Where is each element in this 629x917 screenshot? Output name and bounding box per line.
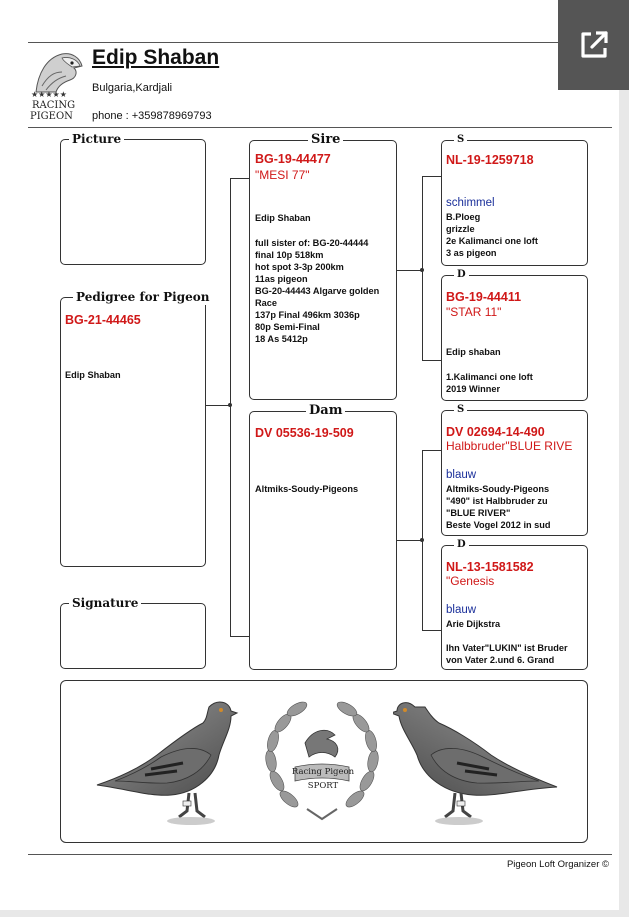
badge-text-line1: Racing Pigeon (291, 767, 355, 777)
header-bottom-rule (28, 127, 612, 128)
footer-rule (28, 854, 612, 855)
connector (230, 636, 249, 637)
connector (230, 178, 231, 636)
sire-sire-ring: NL-19-1259718 (446, 153, 534, 167)
footer-credit: Pigeon Loft Organizer © (506, 859, 609, 870)
sire-ring: BG-19-44477 (255, 152, 331, 166)
picture-box[interactable] (60, 132, 206, 265)
laurel-badge-icon (257, 691, 387, 831)
open-external-button[interactable] (558, 0, 629, 90)
pigeon-ring: BG-21-44465 (65, 313, 141, 327)
sire-owner: Edip Shaban (255, 213, 311, 223)
connector (422, 360, 441, 361)
racing-pigeon-logo (28, 46, 86, 124)
dam-sire-box (441, 404, 588, 536)
dam-sire-ring: DV 02694-14-490 (446, 425, 545, 439)
pigeon-legend: Pedigree for Pigeon (73, 289, 212, 305)
sire-dam-name: "STAR 11" (446, 305, 502, 319)
sire-sire-notes: B.Ploeg grizzle 2e Kalimanci one loft 3 as pigeon (446, 212, 538, 258)
sire-dam-legend: D (454, 267, 469, 283)
dam-dam-owner: Arie Dijkstra (446, 619, 501, 629)
signature-label: Signature (69, 595, 141, 611)
sire-dam-ring: BG-19-44411 (446, 290, 522, 304)
dam-dam-notes: Ihn Vater"LUKIN" ist Bruder von Vater 2.und 6. Grand (446, 643, 568, 665)
sire-dam-owner: Edip shaban (446, 347, 501, 357)
sire-dam-box (441, 269, 588, 401)
sire-sire-legend: S (454, 132, 467, 148)
logo-stars: ★★★★★ (31, 90, 67, 99)
header-top-rule (28, 42, 612, 43)
dam-legend: Dam (306, 403, 345, 419)
connector (230, 178, 249, 179)
connector (422, 450, 441, 451)
signature-box[interactable] (60, 596, 206, 669)
dam-sire-legend: S (454, 402, 467, 418)
dam-dam-box (441, 539, 588, 670)
eagle-logo-icon (28, 46, 86, 96)
dam-box (249, 403, 397, 670)
picture-label: Picture (69, 131, 124, 147)
dam-dam-name: "Genesis (446, 574, 495, 588)
badge-text-line2: SPORT (307, 781, 339, 791)
sire-sire-box (441, 134, 588, 266)
dam-sire-notes: Altmiks-Soudy-Pigeons "490" ist Halbbruder zu "BLUE RIVER" Beste Vogel 2012 in sud (446, 484, 551, 530)
sire-sire-color: schimmel (446, 197, 495, 209)
pigeon-right-image (393, 685, 563, 835)
pigeon-owner: Edip Shaban (65, 370, 121, 380)
pigeon-left-image (91, 685, 251, 835)
sire-dam-notes: 1.Kalimanci one loft 2019 Winner (446, 372, 533, 394)
logo-line1: RACING (32, 100, 76, 111)
dam-sire-name: Halbbruder"BLUE RIVE (446, 439, 573, 453)
sire-legend: Sire (308, 132, 343, 148)
connector (397, 540, 422, 541)
owner-name: Edip Shaban (92, 46, 220, 69)
sire-box (249, 132, 397, 400)
sire-name: "MESI 77" (255, 168, 310, 182)
connector (206, 405, 230, 406)
sire-notes: full sister of: BG-20-44444 final 10p 518km hot spot 3-3p 200km 11as pigeon BG-20-44443 Algarve golden Race 137p Final 496km 3036p 80p Semi-Final 18 As 5412p (255, 238, 380, 344)
dam-dam-color: blauw (446, 604, 477, 616)
owner-phone: phone : +359878969793 (92, 110, 212, 122)
connector (422, 176, 423, 360)
external-link-icon (577, 28, 611, 62)
connector (422, 630, 441, 631)
connector (422, 450, 423, 630)
owner-location: Bulgaria,Kardjali (92, 82, 173, 94)
bottom-banner (60, 680, 588, 843)
dam-dam-legend: D (454, 537, 469, 553)
connector (422, 176, 441, 177)
dam-ring: DV 05536-19-509 (255, 426, 354, 440)
dam-dam-ring: NL-13-1581582 (446, 560, 534, 574)
logo-line2: PIGEON (30, 111, 73, 122)
pigeon-box (60, 290, 210, 567)
dam-sire-color: blauw (446, 469, 477, 481)
connector (397, 270, 422, 271)
dam-owner: Altmiks-Soudy-Pigeons (255, 484, 359, 494)
